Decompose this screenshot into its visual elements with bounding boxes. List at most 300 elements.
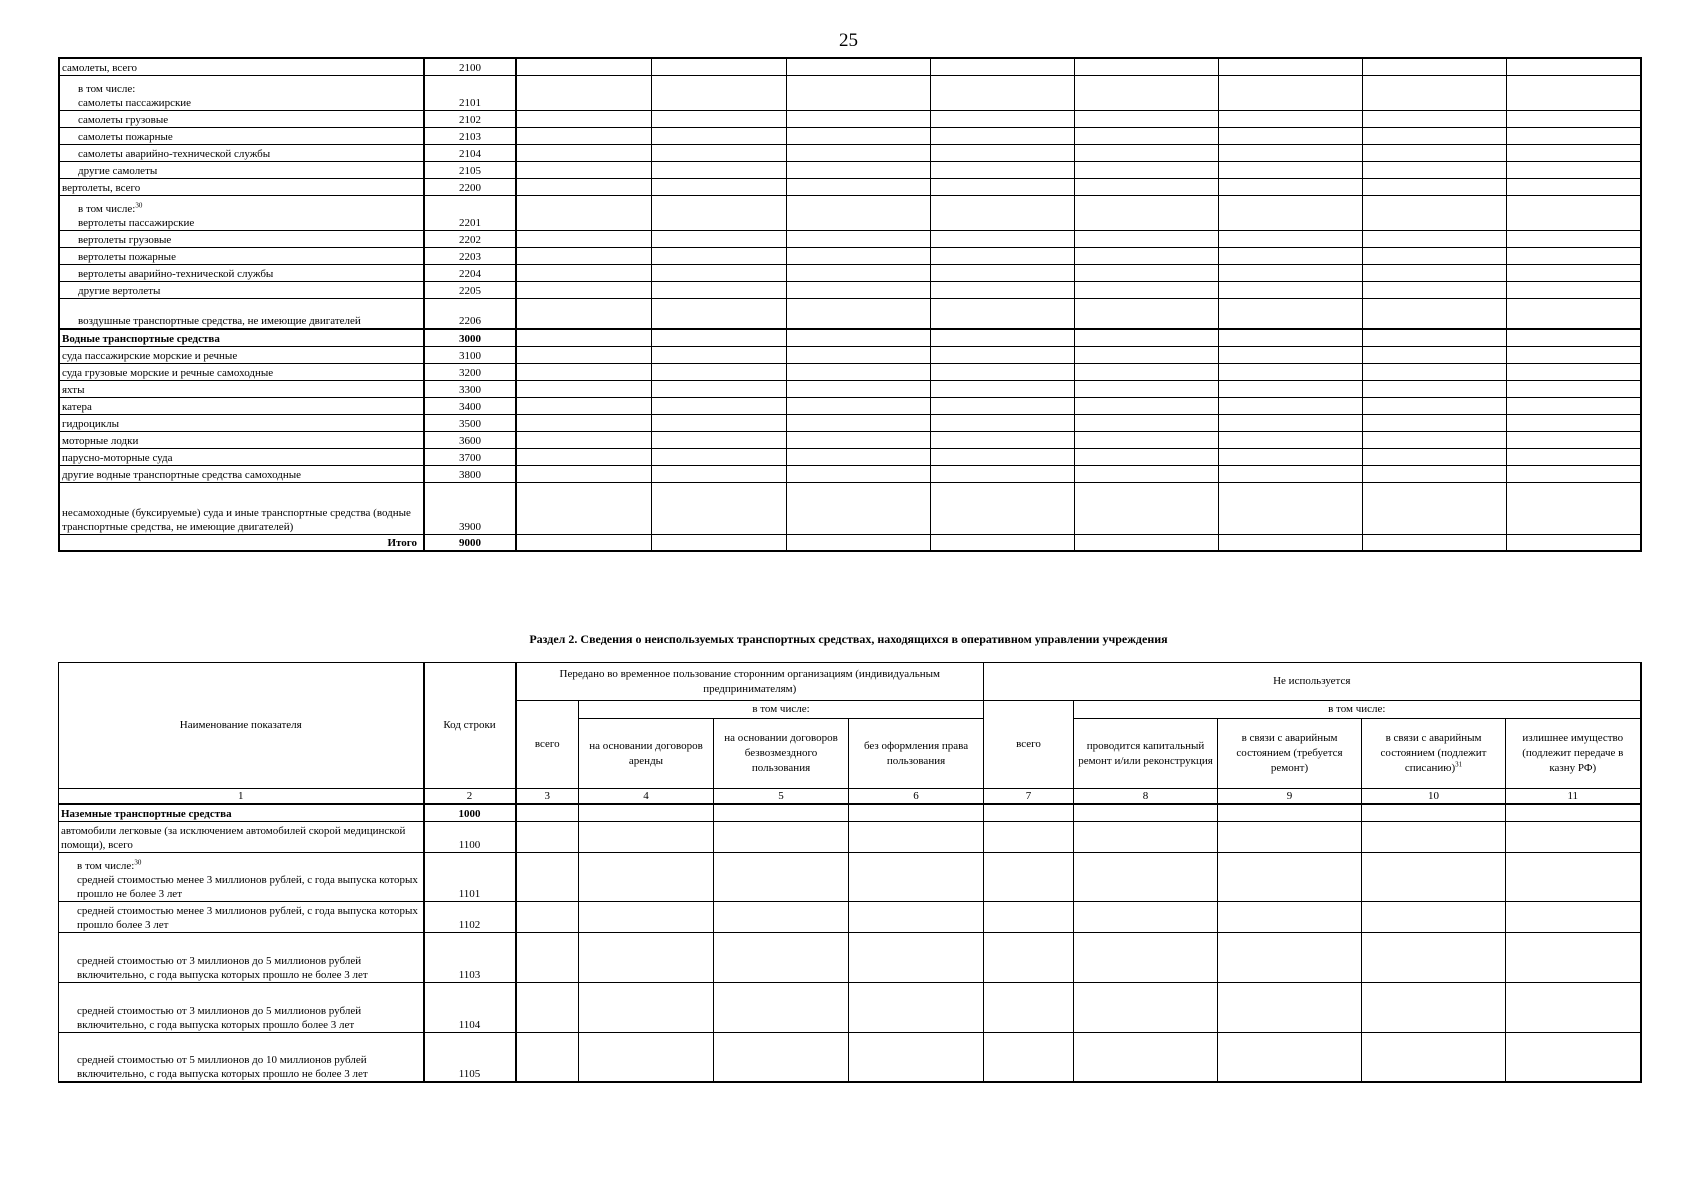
value-cell[interactable] [516,414,651,431]
header-row-code: Код строки [424,663,516,789]
row-code: 3700 [424,448,516,465]
value-cell[interactable] [651,397,786,414]
value-cell[interactable] [930,58,1074,75]
value-cell[interactable] [516,230,651,247]
value-cell[interactable] [1218,178,1362,195]
value-cell[interactable] [786,75,930,110]
value-cell[interactable] [786,247,930,264]
value-cell[interactable] [1074,448,1218,465]
value-cell[interactable] [516,178,651,195]
value-cell[interactable] [651,110,786,127]
value-cell[interactable] [1506,58,1641,75]
value-cell[interactable] [849,821,984,852]
value-cell[interactable] [786,448,930,465]
column-number: 6 [849,789,984,805]
value-cell[interactable] [1362,534,1506,551]
value-cell[interactable] [1362,448,1506,465]
value-cell[interactable] [1362,482,1506,534]
value-cell[interactable] [849,852,984,901]
value-cell[interactable] [930,247,1074,264]
value-cell[interactable] [651,346,786,363]
row-code: 2203 [424,247,516,264]
value-cell[interactable] [579,932,714,982]
value-cell[interactable] [1362,298,1506,329]
value-cell[interactable] [651,431,786,448]
value-cell[interactable] [1362,804,1506,821]
value-cell[interactable] [1506,363,1641,380]
value-cell[interactable] [516,932,579,982]
row-name [59,448,424,465]
value-cell[interactable] [516,852,579,901]
row-code: 2206 [424,298,516,329]
value-cell[interactable] [1218,329,1362,346]
value-cell[interactable] [651,363,786,380]
value-cell[interactable] [516,431,651,448]
page-number: 25 [839,30,858,51]
value-cell[interactable] [516,380,651,397]
value-cell[interactable] [516,534,651,551]
value-cell[interactable] [1218,414,1362,431]
value-cell[interactable] [651,230,786,247]
value-cell[interactable] [516,127,651,144]
value-cell[interactable] [1218,982,1362,1032]
value-cell[interactable] [516,75,651,110]
value-cell[interactable] [1362,982,1506,1032]
value-cell[interactable] [1218,144,1362,161]
value-cell[interactable] [1218,363,1362,380]
value-cell[interactable] [516,901,579,932]
value-cell[interactable] [1218,852,1362,901]
value-cell[interactable] [786,298,930,329]
value-cell[interactable] [930,431,1074,448]
value-cell[interactable] [1362,932,1506,982]
value-cell[interactable] [1074,161,1218,178]
value-cell[interactable] [1506,852,1641,901]
table-row [59,1032,1641,1082]
value-cell[interactable] [1506,534,1641,551]
value-cell[interactable] [1218,932,1362,982]
table-row [59,448,1641,465]
value-cell[interactable] [1218,195,1362,230]
value-cell[interactable] [1074,414,1218,431]
value-cell[interactable] [651,247,786,264]
value-cell[interactable] [786,195,930,230]
value-cell[interactable] [516,982,579,1032]
row-name-text: вертолеты пожарные [78,250,176,263]
value-cell[interactable] [786,110,930,127]
value-cell[interactable] [651,58,786,75]
value-cell[interactable] [651,414,786,431]
value-cell[interactable] [1362,195,1506,230]
value-cell[interactable] [1218,821,1362,852]
value-cell[interactable] [930,363,1074,380]
value-cell[interactable] [516,144,651,161]
value-cell[interactable] [930,264,1074,281]
value-cell[interactable] [516,247,651,264]
column-number: 7 [984,789,1074,805]
row-code: 9000 [424,534,516,551]
value-cell[interactable] [849,982,984,1032]
value-cell[interactable] [1362,329,1506,346]
value-cell[interactable] [1074,852,1218,901]
value-cell[interactable] [849,932,984,982]
value-cell[interactable] [786,346,930,363]
value-cell[interactable] [1218,247,1362,264]
value-cell[interactable] [1218,804,1362,821]
value-cell[interactable] [1218,58,1362,75]
value-cell[interactable] [1362,178,1506,195]
value-cell[interactable] [1074,247,1218,264]
value-cell[interactable] [930,448,1074,465]
value-cell[interactable] [1218,397,1362,414]
value-cell[interactable] [1074,58,1218,75]
value-cell[interactable] [1506,329,1641,346]
value-cell[interactable] [516,1032,579,1082]
value-cell[interactable] [786,230,930,247]
row-name-text: вертолеты пассажирские [78,216,195,229]
value-cell[interactable] [1074,281,1218,298]
value-cell[interactable] [930,329,1074,346]
value-cell[interactable] [786,363,930,380]
value-cell[interactable] [1506,144,1641,161]
value-cell[interactable] [930,110,1074,127]
value-cell[interactable] [786,465,930,482]
value-cell[interactable] [1074,346,1218,363]
value-cell[interactable] [1362,58,1506,75]
value-cell[interactable] [1362,465,1506,482]
value-cell[interactable] [930,195,1074,230]
value-cell[interactable] [1074,127,1218,144]
row-code: 2105 [424,161,516,178]
value-cell[interactable] [516,264,651,281]
value-cell[interactable] [579,804,714,821]
value-cell[interactable] [1506,1032,1641,1082]
value-cell[interactable] [786,380,930,397]
value-cell[interactable] [1218,281,1362,298]
value-cell[interactable] [1506,482,1641,534]
value-cell[interactable] [1362,75,1506,110]
value-cell[interactable] [1218,901,1362,932]
value-cell[interactable] [651,161,786,178]
value-cell[interactable] [786,534,930,551]
value-cell[interactable] [1218,264,1362,281]
value-cell[interactable] [1218,298,1362,329]
value-cell[interactable] [1362,281,1506,298]
value-cell[interactable] [1074,901,1218,932]
value-cell[interactable] [1506,161,1641,178]
value-cell[interactable] [651,75,786,110]
value-cell[interactable] [714,901,849,932]
value-cell[interactable] [1362,144,1506,161]
value-cell[interactable] [1362,431,1506,448]
table-row [59,161,1641,178]
row-name [59,75,424,110]
value-cell[interactable] [651,298,786,329]
value-cell[interactable] [786,264,930,281]
value-cell[interactable] [1218,380,1362,397]
row-name-text: самолеты грузовые [78,113,169,126]
value-cell[interactable] [579,901,714,932]
value-cell[interactable] [786,281,930,298]
value-cell[interactable] [984,1032,1074,1082]
value-cell[interactable] [1506,414,1641,431]
value-cell[interactable] [930,482,1074,534]
value-cell[interactable] [786,431,930,448]
value-cell[interactable] [714,932,849,982]
value-cell[interactable] [516,161,651,178]
value-cell[interactable] [1074,144,1218,161]
value-cell[interactable] [930,127,1074,144]
value-cell[interactable] [786,329,930,346]
footnote-ref: 31 [1455,760,1463,769]
value-cell[interactable] [516,482,651,534]
value-cell[interactable] [1506,932,1641,982]
value-cell[interactable] [1362,346,1506,363]
value-cell[interactable] [1506,298,1641,329]
value-cell[interactable] [1218,1032,1362,1082]
value-cell[interactable] [930,161,1074,178]
value-cell[interactable] [651,281,786,298]
value-cell[interactable] [1218,534,1362,551]
value-cell[interactable] [1218,482,1362,534]
value-cell[interactable] [579,852,714,901]
value-cell[interactable] [1074,982,1218,1032]
row-name-text: самолеты пассажирские [78,96,192,109]
value-cell[interactable] [1074,264,1218,281]
value-cell[interactable] [1074,482,1218,534]
table-row [59,329,1641,346]
value-cell[interactable] [714,852,849,901]
value-cell[interactable] [1506,110,1641,127]
value-cell[interactable] [651,329,786,346]
row-name [59,397,424,414]
value-cell[interactable] [786,127,930,144]
value-cell[interactable] [930,346,1074,363]
value-cell[interactable] [930,178,1074,195]
value-cell[interactable] [1074,75,1218,110]
value-cell[interactable] [849,901,984,932]
value-cell[interactable] [930,281,1074,298]
value-cell[interactable] [516,465,651,482]
value-cell[interactable] [1506,821,1641,852]
table-row [59,281,1641,298]
value-cell[interactable] [786,178,930,195]
value-cell[interactable] [1074,195,1218,230]
value-cell[interactable] [1074,110,1218,127]
value-cell[interactable] [1506,178,1641,195]
value-cell[interactable] [1506,804,1641,821]
incl-label [78,82,421,96]
value-cell[interactable] [930,298,1074,329]
value-cell[interactable] [1074,534,1218,551]
table-row [59,852,1641,901]
value-cell[interactable] [984,932,1074,982]
value-cell[interactable] [1218,448,1362,465]
row-name [59,1032,424,1082]
value-cell[interactable] [1506,982,1641,1032]
value-cell[interactable] [516,363,651,380]
value-cell[interactable] [1506,431,1641,448]
value-cell[interactable] [1362,397,1506,414]
value-cell[interactable] [1074,431,1218,448]
value-cell[interactable] [930,75,1074,110]
value-cell[interactable] [1074,363,1218,380]
header-not-used-group: Не используется [984,663,1641,701]
value-cell[interactable] [651,534,786,551]
value-cell[interactable] [1074,804,1218,821]
value-cell[interactable] [984,852,1074,901]
value-cell[interactable] [579,1032,714,1082]
value-cell[interactable] [1506,448,1641,465]
value-cell[interactable] [1218,110,1362,127]
value-cell[interactable] [651,264,786,281]
value-cell[interactable] [1074,230,1218,247]
value-cell[interactable] [1506,397,1641,414]
value-cell[interactable] [786,144,930,161]
value-cell[interactable] [1506,264,1641,281]
value-cell[interactable] [516,195,651,230]
value-cell[interactable] [1074,380,1218,397]
value-cell[interactable] [1506,281,1641,298]
value-cell[interactable] [651,144,786,161]
row-name [59,465,424,482]
value-cell[interactable] [786,161,930,178]
value-cell[interactable] [1506,75,1641,110]
value-cell[interactable] [651,448,786,465]
value-cell[interactable] [1506,195,1641,230]
value-cell[interactable] [1362,161,1506,178]
value-cell[interactable] [930,380,1074,397]
value-cell[interactable] [1362,230,1506,247]
value-cell[interactable] [1362,852,1506,901]
value-cell[interactable] [1506,465,1641,482]
row-name-text: средней стоимостью менее 3 миллионов рублей, с года выпуска которых прошло не более 3 лет [77,873,418,900]
table-row [59,804,1641,821]
value-cell[interactable] [1218,127,1362,144]
value-cell[interactable] [516,346,651,363]
row-name [59,161,424,178]
value-cell[interactable] [849,804,984,821]
value-cell[interactable] [1506,901,1641,932]
value-cell[interactable] [1218,346,1362,363]
value-cell[interactable] [984,804,1074,821]
value-cell[interactable] [786,414,930,431]
value-cell[interactable] [651,482,786,534]
row-name-text: Наземные транспортные средства [61,807,232,820]
value-cell[interactable] [1362,380,1506,397]
value-cell[interactable] [651,127,786,144]
row-code: 1104 [424,982,516,1032]
value-cell[interactable] [849,1032,984,1082]
value-cell[interactable] [714,821,849,852]
value-cell[interactable] [1506,380,1641,397]
value-cell[interactable] [1074,1032,1218,1082]
value-cell[interactable] [516,329,651,346]
value-cell[interactable] [1506,346,1641,363]
value-cell[interactable] [930,230,1074,247]
column-number: 4 [579,789,714,805]
value-cell[interactable] [1362,127,1506,144]
value-cell[interactable] [930,414,1074,431]
value-cell[interactable] [930,397,1074,414]
header-incl-transferred: в том числе: [579,701,984,719]
value-cell[interactable] [516,448,651,465]
value-cell[interactable] [651,380,786,397]
value-cell[interactable] [516,298,651,329]
row-name [59,144,424,161]
value-cell[interactable] [786,397,930,414]
value-cell[interactable] [651,465,786,482]
row-name-text: гидроциклы [62,417,119,430]
value-cell[interactable] [516,58,651,75]
value-cell[interactable] [1218,75,1362,110]
value-cell[interactable] [1218,161,1362,178]
value-cell[interactable] [516,804,579,821]
table-row [59,397,1641,414]
value-cell[interactable] [984,982,1074,1032]
value-cell[interactable] [1074,465,1218,482]
value-cell[interactable] [984,821,1074,852]
value-cell[interactable] [984,901,1074,932]
value-cell[interactable] [1506,247,1641,264]
value-cell[interactable] [516,821,579,852]
value-cell[interactable] [1362,363,1506,380]
value-cell[interactable] [786,58,930,75]
value-cell[interactable] [1362,414,1506,431]
value-cell[interactable] [714,982,849,1032]
value-cell[interactable] [1218,465,1362,482]
value-cell[interactable] [651,178,786,195]
value-cell[interactable] [1362,821,1506,852]
value-cell[interactable] [1218,431,1362,448]
value-cell[interactable] [714,1032,849,1082]
value-cell[interactable] [1074,178,1218,195]
table-row [59,247,1641,264]
value-cell[interactable] [930,534,1074,551]
incl-label-text: в том числе: [78,82,136,95]
value-cell[interactable] [1074,329,1218,346]
value-cell[interactable] [516,110,651,127]
row-code: 2200 [424,178,516,195]
value-cell[interactable] [1362,110,1506,127]
row-name [59,281,424,298]
value-cell[interactable] [516,281,651,298]
value-cell[interactable] [516,397,651,414]
value-cell[interactable] [1362,247,1506,264]
value-cell[interactable] [651,195,786,230]
value-cell[interactable] [1074,821,1218,852]
value-cell[interactable] [579,982,714,1032]
value-cell[interactable] [930,144,1074,161]
value-cell[interactable] [1506,230,1641,247]
value-cell[interactable] [1506,127,1641,144]
row-name-text: суда пассажирские морские и речные [62,349,238,362]
value-cell[interactable] [1218,230,1362,247]
value-cell[interactable] [579,821,714,852]
value-cell[interactable] [1074,932,1218,982]
value-cell[interactable] [1362,264,1506,281]
value-cell[interactable] [1074,298,1218,329]
header-surplus: излишнее имущество (подлежит передаче в казну РФ) [1506,719,1641,789]
value-cell[interactable] [930,465,1074,482]
value-cell[interactable] [786,482,930,534]
value-cell[interactable] [714,804,849,821]
value-cell[interactable] [1362,1032,1506,1082]
value-cell[interactable] [1362,901,1506,932]
row-name [59,534,424,551]
incl-label-text: в том числе: [78,202,136,215]
value-cell[interactable] [1074,397,1218,414]
